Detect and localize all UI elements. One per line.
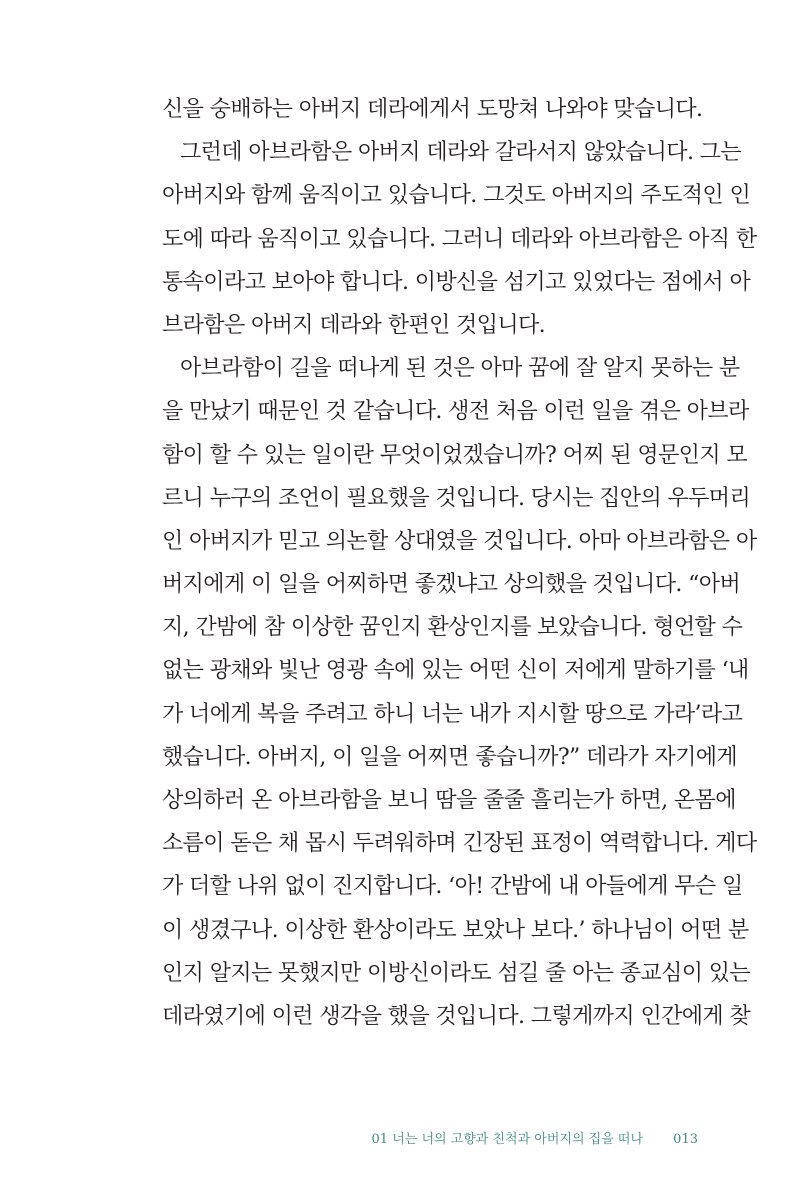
text-line: 아버지와 함께 움직이고 있습니다. 그것도 아버지의 주도적인 인: [162, 183, 751, 209]
chapter-title: 01 너는 너의 고향과 친척과 아버지의 집을 떠나: [371, 1132, 644, 1147]
text-line: 신을 숭배하는 아버지 데라에게서 도망쳐 나와야 맞습니다.: [162, 97, 703, 122]
text-line: 르니 누구의 조언이 필요했을 것입니다. 당시는 집안의 우두머리: [162, 485, 751, 511]
text-line: 소름이 돋은 채 몹시 두려워하며 긴장된 표정이 역력합니다. 게다: [162, 831, 757, 857]
text-line: 이 생겼구나. 이상한 환상이라도 보았나 보다.’ 하나님이 어떤 분: [162, 917, 749, 943]
text-line: 없는 광채와 빛난 영광 속에 있는 어떤 신이 저에게 말하기를 ‘내: [162, 658, 749, 684]
text-line: 통속이라고 보아야 합니다. 이방신을 섬기고 있었다는 점에서 아: [162, 269, 751, 295]
text-line: 아브라함이 길을 떠나게 된 것은 아마 꿈에 잘 알지 못하는 분: [180, 356, 740, 382]
running-footer: [372, 1128, 698, 1152]
text-line: 가 더할 나위 없이 진지합니다. ‘아! 간밤에 내 아들에게 무슨 일: [162, 874, 743, 900]
text-line: 가 너에게 복을 주려고 하니 너는 내가 지시할 땅으로 가라’라고: [162, 701, 743, 727]
text-line: 했습니다. 아버지, 이 일을 어찌면 좋습니까?” 데라가 자기에게: [162, 744, 738, 770]
text-line: 인지 알지는 못했지만 이방신이라도 섬길 줄 아는 종교심이 있는: [162, 960, 751, 986]
text-line: 을 만났기 때문인 것 같습니다. 생전 처음 이런 일을 겪은 아브라: [162, 399, 749, 425]
text-line: 데라였기에 이런 생각을 했을 것입니다. 그렇게까지 인간에게 찾: [162, 1003, 751, 1029]
text-line: 버지에게 이 일을 어찌하면 좋겠냐고 상의했을 것입니다. “아버: [162, 572, 741, 598]
text-line: 인 아버지가 믿고 의논할 상대였을 것입니다. 아마 아브라함은 아: [162, 528, 757, 554]
text-line: 그런데 아브라함은 아버지 데라와 갈라서지 않았습니다. 그는: [180, 140, 742, 166]
text-line: 함이 할 수 있는 일이란 무엇이었겠습니까? 어찌 된 영문인지 모: [162, 442, 748, 468]
text-line: 상의하러 온 아브라함을 보니 땀을 줄줄 흘리는가 하면, 온몸에: [162, 788, 736, 813]
text-line: 지, 간밤에 참 이상한 꿈인지 환상인지를 보았습니다. 형언할 수: [162, 615, 743, 641]
text-line: 브라함은 아버지 데라와 한편인 것입니다.: [162, 312, 546, 338]
page-number: 013: [673, 1132, 698, 1147]
text-line: 도에 따라 움직이고 있습니다. 그러니 데라와 아브라함은 아직 한: [162, 226, 757, 252]
body-text: [162, 88, 757, 1038]
